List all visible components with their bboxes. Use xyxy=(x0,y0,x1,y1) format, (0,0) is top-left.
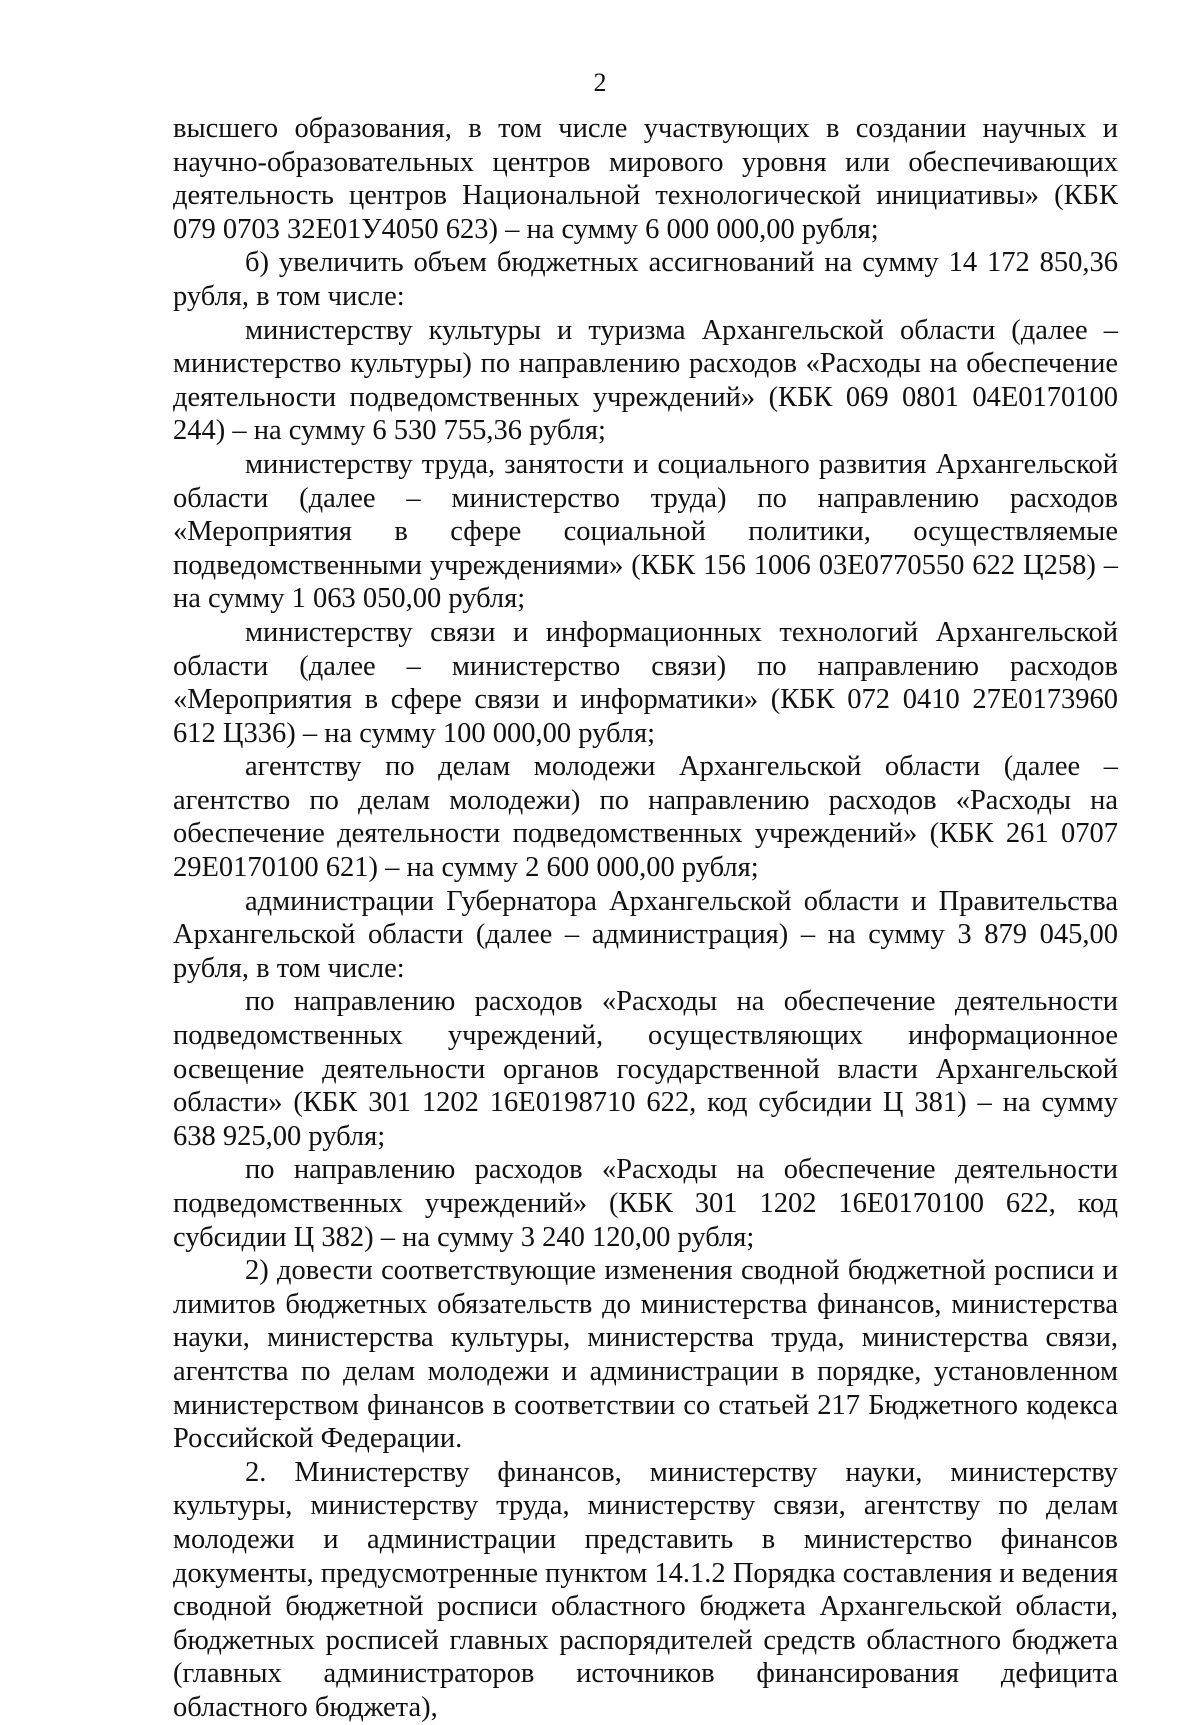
page-number: 2 xyxy=(593,68,607,97)
paragraph-youth-agency: агентству по делам молодежи Архангельской области (далее – агентство по делам молодежи) по направлению расходов «Расходы на обеспечение деятельности подведомственных учреждений» (КБК 261 0707 29Е0170100 621) – на сумму 2 600 000,00 рубля; xyxy=(173,751,1118,884)
document-body xyxy=(173,112,1118,1725)
paragraph-continuation: высшего образования, в том числе участвующих в создании научных и научно-образовательных центров мирового уровня или обеспечивающих деятельность центров Национальной технологической инициативы» (КБК 079 0703 32Е01У4050 623) – на сумму 6 000 000,00 рубля; xyxy=(173,113,1118,245)
paragraph-point-2: 2. Министерству финансов, министерству науки, министерству культуры, министерству труда, министерству связи, агентству по делам молодежи и администрации представить в министерство финансов документы, предусмотренные пунктом 14.1.2 Порядка составления и ведения сводной бюджетной росписи областного бюджета Архангельской области, бюджетных росписей главных распорядителей средств областного бюджета (главных администраторов источников финансирования дефицита областного бюджета), xyxy=(173,1456,1118,1723)
paragraph-administration-item-2: по направлению расходов «Расходы на обеспечение деятельности подведомственных учреждений» (КБК 301 1202 16Е0170100 622, код субсидии Ц 382) – на сумму 3 240 120,00 рубля; xyxy=(173,1154,1118,1253)
paragraph-administration-item-1: по направлению расходов «Расходы на обеспечение деятельности подведомственных учреждений, осуществляющих информационное освещение деятельности органов государственной власти Архангельской области» (КБК 301 1202 16Е0198710 622, код субсидии Ц 381) – на сумму 638 925,00 рубля; xyxy=(173,986,1118,1152)
paragraph-ministry-culture: министерству культуры и туризма Архангельской области (далее – министерство культуры) по направлению расходов «Расходы на обеспечение деятельности подведомственных учреждений» (КБК 069 0801 04Е0170100 244) – на сумму 6 530 755,36 рубля; xyxy=(173,314,1118,447)
paragraph-increase-allocations: б) увеличить объем бюджетных ассигнований на сумму 14 172 850,36 рубля, в том числе: xyxy=(173,247,1118,312)
paragraph-administration: администрации Губернатора Архангельской области и Правительства Архангельской области (далее – администрация) – на сумму 3 879 045,00 рубля, в том числе: xyxy=(173,885,1118,984)
paragraph-ministry-communications: министерству связи и информационных технологий Архангельской области (далее – министерство связи) по направлению расходов «Мероприятия в сфере связи и информатики» (КБК 072 0410 27Е0173960 612 Ц336) – на сумму 100 000,00 рубля; xyxy=(173,616,1118,749)
paragraph-point-2-sub: 2) довести соответствующие изменения сводной бюджетной росписи и лимитов бюджетных обязательств до министерства финансов, министерства науки, министерства культуры, министерства труда, министерства связи, агентства по делам молодежи и администрации в порядке, установленном министерством финансов в соответствии со статьей 217 Бюджетного кодекса Российской Федерации. xyxy=(173,1255,1118,1455)
paragraph-ministry-labor: министерству труда, занятости и социального развития Архангельской области (далее – министерство труда) по направлению расходов «Мероприятия в сфере социальной политики, осуществляемые подведомственными учреждениями» (КБК 156 1006 03Е0770550 622 Ц258) – на сумму 1 063 050,00 рубля; xyxy=(173,448,1118,615)
